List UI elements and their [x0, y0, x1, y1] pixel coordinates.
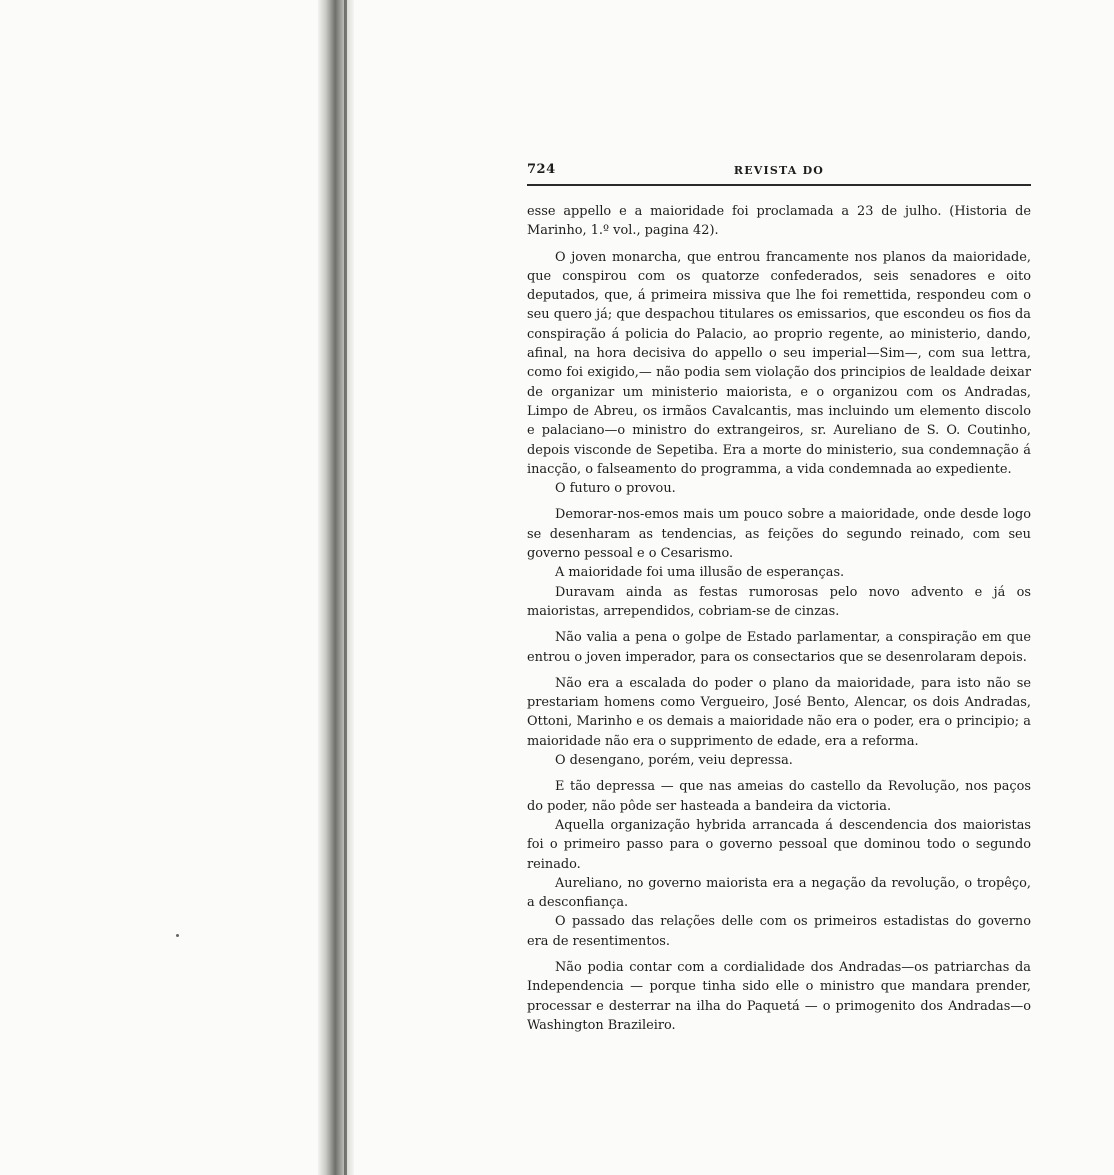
header-rule — [527, 184, 1031, 186]
paragraph: Não podia contar com a cordialidade dos Andradas—os patriarchas da Independencia — porque tinha sido elle o ministro que mandara prender, processar e desterrar na ilha do Paquetá — o primogenito dos Andradas—o Washington Brazileiro. — [527, 959, 1031, 1033]
page-body — [527, 202, 1031, 1035]
paragraph: O futuro o provou. — [555, 481, 676, 497]
paragraph: Demorar-nos-emos mais um pouco sobre a maioridade, onde desde logo se desenharam as tendencias, as feições do segundo reinado, com seu governo pessoal e o Cesarismo. — [527, 507, 1031, 562]
paragraph: O joven monarcha, que entrou francamente nos planos da maioridade, que conspirou com os quatorze confederados, seis senadores e oito deputados, que, á primeira missiva que lhe foi remettida, respondeu com o seu quero já; que despachou titulares os emissarios, que escondeu os fios da conspiração á policia do Palacio, ao proprio regente, ao ministerio, dando, afinal, na hora decisiva do appello o seu imperial—Sim—, com sua lettra, como foi exigido,— não podia sem violação dos principios de lealdade deixar de organizar um ministerio maiorista, e o organizou com os Andradas, Limpo de Abreu, os irmãos Cavalcantis, mas incluindo um elemento discolo e palaciano—o ministro do extrangeiros, sr. Aureliano de S. O. Coutinho, depois visconde de Sepetiba. Era a morte do ministerio, sua condemnação á inacção, o falseamento do programma, a vida condemnada ao expediente. — [527, 249, 1031, 477]
book-page — [527, 160, 1031, 1035]
paragraph: O passado das relações delle com os primeiros estadistas do governo era de resentimentos. — [527, 914, 1031, 949]
paragraph: A maioridade foi uma illusão de esperanças. — [555, 565, 845, 581]
paragraph: Não era a escalada do poder o plano da maioridade, para isto não se prestariam homens como Vergueiro, José Bento, Alencar, os dois Andradas, Ottoni, Marinho e os demais a maioridade não era o poder, era o principio; a maioridade não era o supprimento de edade, era a reforma. — [527, 675, 1031, 749]
book-gutter-line — [344, 0, 347, 1175]
paragraph: esse appello e a maioridade foi proclamada a 23 de julho. (Historia de Marinho, 1.º vol., pagina 42). — [527, 204, 1031, 239]
page-header — [527, 160, 1031, 180]
page-number: 724 — [527, 162, 556, 177]
paragraph: E tão depressa — que nas ameias do castello da Revolução, nos paços do poder, não pôde ser hasteada a bandeira da victoria. — [527, 779, 1031, 814]
paragraph: O desengano, porém, veiu depressa. — [555, 753, 793, 769]
running-head: REVISTA DO — [733, 164, 825, 177]
book-spine-shadow — [318, 0, 354, 1175]
paragraph: Não valia a pena o golpe de Estado parlamentar, a conspiração em que entrou o joven imperador, para os consectarios que se desenrolaram depois. — [527, 630, 1031, 665]
paper-speck — [176, 934, 179, 937]
paragraph: Aureliano, no governo maiorista era a negação da revolução, o tropêço, a desconfiança. — [527, 875, 1031, 911]
paragraph: Duravam ainda as festas rumorosas pelo novo advento e já os maioristas, arrependidos, cobriam-se de cinzas. — [527, 584, 1031, 619]
paragraph: Aquella organização hybrida arrancada á descendencia dos maioristas foi o primeiro passo para o governo pessoal que dominou todo o segundo reinado. — [527, 817, 1031, 872]
